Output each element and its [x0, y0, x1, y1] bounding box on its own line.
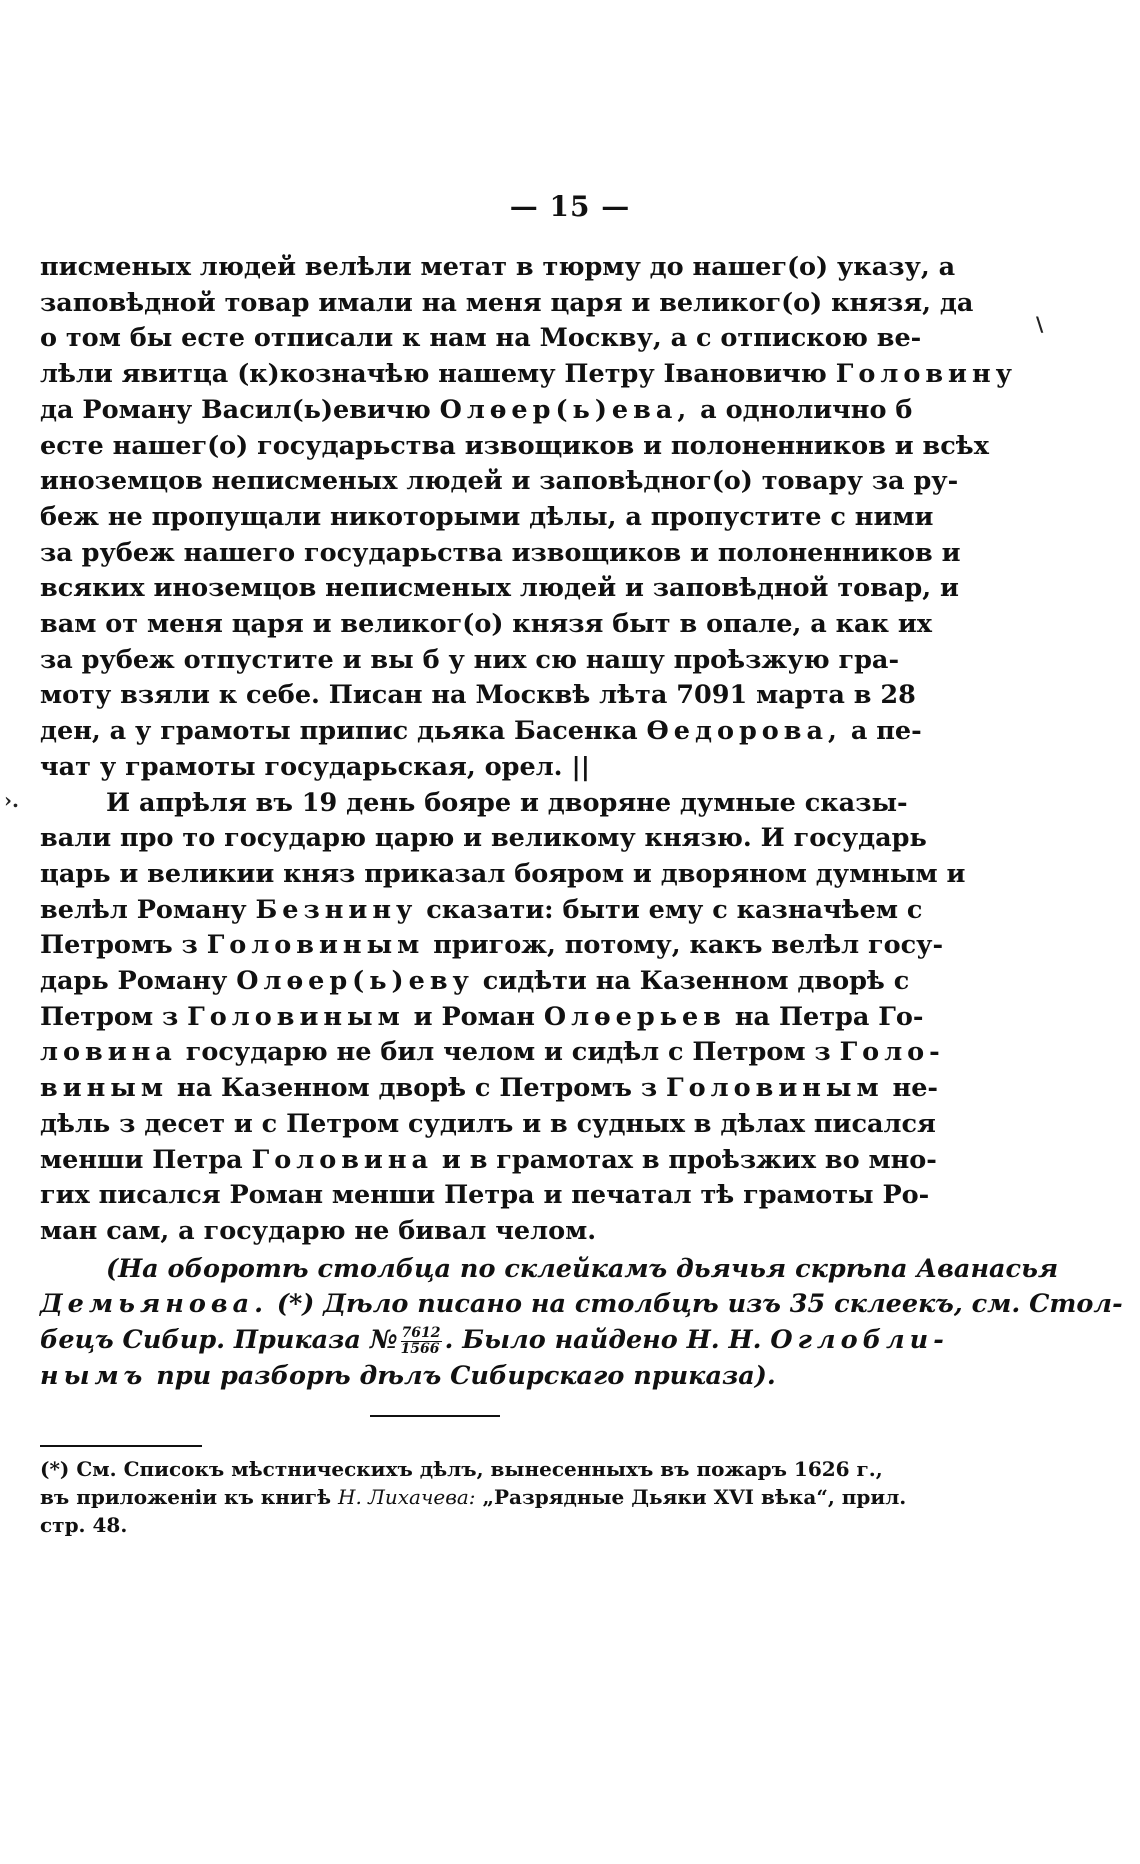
text-line: иноземцов неписменых людей и заповѣдног(о) товару за ру-	[40, 466, 959, 497]
spaced-name: ловина	[40, 1037, 177, 1068]
author-name: Н. Лихачева:	[338, 1485, 476, 1509]
fraction-denominator: 1566	[400, 1340, 440, 1357]
text-line: ловина государю не бил челом и сидѣл с Петром з Голо-	[40, 1037, 945, 1068]
text-line: всяких иноземцов неписменых людей и заповѣдной товар, и	[40, 573, 959, 604]
catalog-fraction	[401, 1326, 442, 1357]
spaced-name: Головиным	[666, 1073, 884, 1104]
spaced-name: Головиным	[206, 930, 425, 961]
archival-note	[40, 1252, 1123, 1395]
note-line: (На оборотѣ столбца по склейкамъ дьячья скрѣпа Аванасья	[106, 1253, 1059, 1284]
text-line: о том бы есте отписали к нам на Москву, а с отпискою ве-	[40, 323, 922, 354]
right-margin-mark: \	[1036, 312, 1044, 336]
text-line: заповѣдной товар имали на меня царя и великог(о) князя, да	[40, 287, 974, 318]
footnote-line: (*) См. Списокъ мѣстническихъ дѣлъ, вынесенныхъ въ пожаръ 1626 г.,	[40, 1457, 883, 1481]
spaced-name: виным	[40, 1073, 169, 1104]
spaced-name: Олѳер(ь)еву	[236, 966, 474, 997]
spaced-name: Оглобли-	[770, 1325, 949, 1356]
text-line: царь и великии княз приказал бояром и дворяном думным и	[40, 858, 966, 889]
text-line: ден, а у грамоты припис дьяка Басенка Ѳедорова, а пе-	[40, 716, 922, 747]
footnote-line: стр. 48.	[40, 1513, 128, 1537]
note-line: Демьянова. (*) Дѣло писано на столбцѣ изъ 35 склеекъ, см. Стол-	[40, 1289, 1123, 1320]
spaced-name: Олѳер(ь)ева,	[439, 394, 692, 425]
note-line: бецъ Сибир. Приказа № $\frac{7612}{1566}$ . Было найдено Н. Н. Оглобли-	[40, 1324, 949, 1357]
spaced-name: Головина	[251, 1144, 434, 1175]
paragraph-charter-text	[40, 250, 1017, 786]
spaced-name: Демьянова.	[40, 1289, 269, 1320]
text-line: велѣл Роману Безнину сказати: быти ему с казначѣем с	[40, 894, 923, 925]
main-text	[40, 250, 1123, 1395]
text-line: писменых людей велѣли метат в тюрму до нашег(о) указу, а	[40, 252, 956, 282]
spaced-name: Головину	[835, 359, 1017, 390]
text-line: за рубеж нашего государьства извощиков и полоненников и	[40, 537, 961, 568]
spaced-name: Ѳедорова,	[646, 716, 842, 747]
spaced-name: Безнину	[255, 894, 418, 925]
text-line: моту взяли к себе. Писан на Москвѣ лѣта 7091 марта в 28	[40, 680, 916, 711]
text-line: есте нашег(о) государьства извощиков и полоненников и всѣх	[40, 430, 989, 461]
spaced-name: Голо-	[839, 1037, 945, 1068]
text-line: дѣль з десет и с Петром судилъ и в судных в дѣлах писался	[40, 1108, 936, 1139]
text-line: Петромъ з Головиным пригож, потому, какъ велѣл госу-	[40, 930, 944, 961]
text-line: вали про то государю царю и великому князю. И государь	[40, 823, 927, 854]
text-line: да Роману Васил(ь)евичю Олѳер(ь)ева, а однолично б	[40, 394, 913, 425]
fraction-numerator: 7612	[401, 1324, 441, 1341]
footnote-divider	[40, 1445, 202, 1447]
text-line: лѣли явитца (к)козначѣю нашему Петру Івановичю Головину	[40, 359, 1017, 390]
spaced-name: нымъ	[40, 1360, 148, 1391]
footnote-line: въ приложеніи къ книгѣ Н. Лихачева: „Разрядные Дьяки XVI вѣка“, прил.	[40, 1485, 907, 1509]
text-line: И апрѣля въ 19 день бояре и дворяне думные сказы-	[106, 787, 908, 818]
footnote	[40, 1455, 907, 1539]
spaced-name: Олѳерьев	[543, 1001, 726, 1032]
text-line: вам от меня царя и великог(о) князя быт в опале, а как их	[40, 609, 932, 640]
text-line: чат у грамоты государьская, орел. ||	[40, 751, 590, 782]
text-line: за рубеж отпустите и вы б у них сю нашу проѣзжую гра-	[40, 644, 900, 675]
paragraph-boyars-report	[40, 786, 966, 1250]
text-line: виным на Казенном дворѣ с Петромъ з Головиным не-	[40, 1073, 939, 1104]
page-number: — 15 —	[509, 190, 631, 223]
spaced-name: Головиным	[187, 1001, 405, 1032]
text-line: гих писался Роман менши Петра и печатал тѣ грамоты Ро-	[40, 1180, 930, 1211]
section-divider	[370, 1415, 500, 1417]
text-line: ман сам, а государю не бивал челом.	[40, 1215, 597, 1246]
left-margin-mark: ›.	[4, 788, 19, 812]
text-line: менши Петра Головина и в грамотах в проѣзжих во мно-	[40, 1144, 937, 1175]
text-line: Петром з Головиным и Роман Олѳерьев на Петра Го-	[40, 1001, 924, 1032]
note-line: нымъ при разборѣ дѣлъ Сибирскаго приказа).	[40, 1360, 776, 1391]
text-line: дарь Роману Олѳер(ь)еву сидѣти на Казенном дворѣ с	[40, 966, 910, 997]
text-line: беж не пропущали никоторыми дѣлы, а пропустите с ними	[40, 501, 934, 532]
